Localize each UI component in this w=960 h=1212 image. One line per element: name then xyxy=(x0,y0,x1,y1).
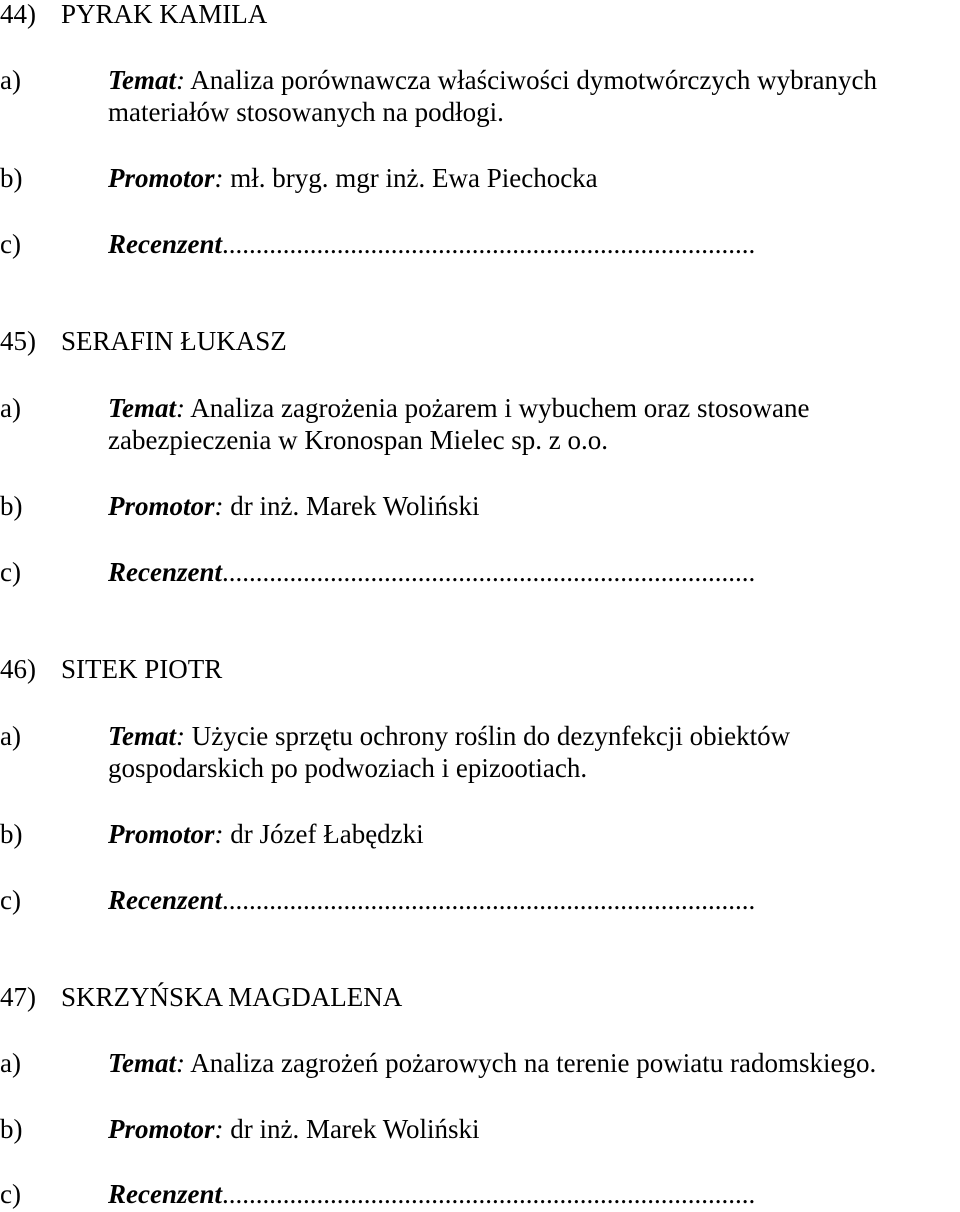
item-marker: b) xyxy=(0,819,23,849)
promotor-label: Promotor xyxy=(108,1114,215,1144)
topic-label: Temat xyxy=(108,393,177,423)
topic-text-line: Analiza zagrożenia pożarem i wybuchem oraz stosowane xyxy=(190,393,810,423)
entry-heading xyxy=(0,0,267,30)
promotor-label: Promotor xyxy=(108,819,215,849)
item-marker: c) xyxy=(0,557,21,587)
item-marker: c) xyxy=(0,885,21,915)
topic-text-line: zabezpieczenia w Kronospan Mielec sp. z o.o. xyxy=(108,425,609,455)
entry-heading xyxy=(0,325,287,357)
promotor-name: dr Józef Łabędzki xyxy=(230,819,424,849)
topic-text-line: Użycie sprzętu ochrony roślin do dezynfekcji obiektów xyxy=(191,721,791,751)
reviewer-dots: ............................................................................... xyxy=(222,885,756,915)
entry-number: 46) xyxy=(0,654,36,684)
topic-text-line: Analiza zagrożeń pożarowych na terenie powiatu radomskiego. xyxy=(190,1048,877,1078)
entry-heading xyxy=(0,981,402,1013)
student-name: PYRAK KAMILA xyxy=(61,0,268,29)
entry-number: 45) xyxy=(0,326,36,356)
topic-text-line: materiałów stosowanych na podłogi. xyxy=(108,97,504,127)
reviewer-label: Recenzent xyxy=(108,1179,222,1209)
topic-label: Temat xyxy=(108,721,177,751)
reviewer-dots: ............................................................................... xyxy=(222,557,756,587)
entry-heading xyxy=(0,653,222,685)
reviewer-label: Recenzent xyxy=(108,885,222,915)
topic-label: Temat xyxy=(108,1048,177,1078)
item-marker: a) xyxy=(0,393,21,423)
topic-label: Temat xyxy=(108,65,177,95)
promotor-name: dr inż. Marek Woliński xyxy=(230,1114,480,1144)
reviewer-dots: ............................................................................... xyxy=(222,1179,756,1209)
item-marker: c) xyxy=(0,1179,21,1209)
item-marker: c) xyxy=(0,229,21,259)
item-marker: a) xyxy=(0,1048,21,1078)
entry-number: 44) xyxy=(0,0,36,29)
reviewer-dots: ............................................................................... xyxy=(222,229,756,259)
item-marker: b) xyxy=(0,163,23,193)
promotor-label: Promotor xyxy=(108,163,215,193)
topic-text-line: gospodarskich po podwoziach i epizootiach. xyxy=(108,753,588,783)
item-marker: b) xyxy=(0,1114,23,1144)
reviewer-label: Recenzent xyxy=(108,229,222,259)
label-colon: : xyxy=(214,491,224,521)
promotor-name: dr inż. Marek Woliński xyxy=(230,491,480,521)
label-colon: : xyxy=(214,1114,224,1144)
label-colon: : xyxy=(176,721,186,751)
student-name: SKRZYŃSKA MAGDALENA xyxy=(61,982,403,1012)
student-name: SERAFIN ŁUKASZ xyxy=(61,326,287,356)
reviewer-label: Recenzent xyxy=(108,557,222,587)
label-colon: : xyxy=(214,819,224,849)
item-marker: b) xyxy=(0,491,23,521)
promotor-name: mł. bryg. mgr inż. Ewa Piechocka xyxy=(230,163,598,193)
label-colon: : xyxy=(176,393,186,423)
student-name: SITEK PIOTR xyxy=(61,654,223,684)
label-colon: : xyxy=(176,65,186,95)
entry-number: 47) xyxy=(0,982,36,1012)
item-marker: a) xyxy=(0,65,21,95)
topic-text-line: Analiza porównawcza właściwości dymotwórczych wybranych xyxy=(190,65,878,95)
label-colon: : xyxy=(214,163,224,193)
item-marker: a) xyxy=(0,721,21,751)
label-colon: : xyxy=(176,1048,186,1078)
promotor-label: Promotor xyxy=(108,491,215,521)
